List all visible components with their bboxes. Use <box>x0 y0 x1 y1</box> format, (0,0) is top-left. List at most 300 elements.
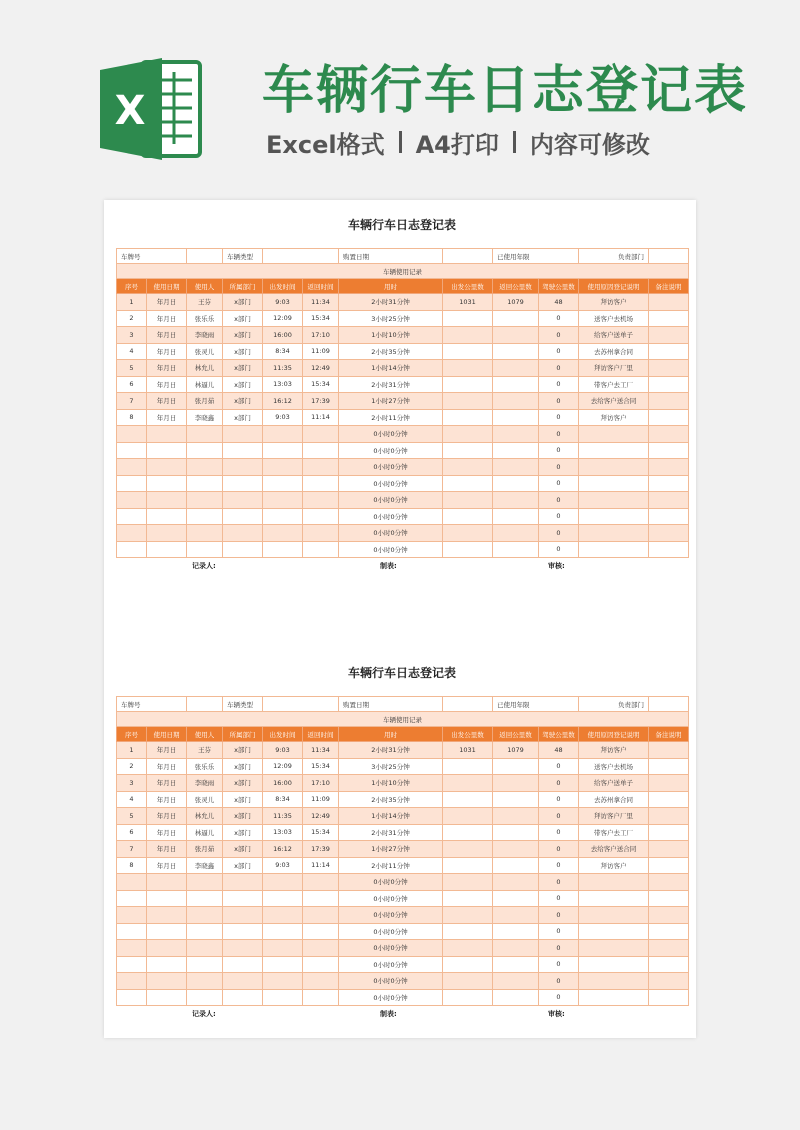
table-cell[interactable]: 11:09 <box>303 343 339 360</box>
table-cell[interactable] <box>187 475 223 492</box>
table-cell[interactable]: 7 <box>117 841 147 858</box>
table-cell[interactable] <box>223 890 263 907</box>
table-cell[interactable] <box>117 956 147 973</box>
table-cell[interactable]: 9:03 <box>263 742 303 759</box>
table-cell[interactable] <box>303 426 339 443</box>
table-cell[interactable]: 1小时27分钟 <box>339 393 443 410</box>
table-cell[interactable]: 拜访客户 <box>579 409 649 426</box>
table-cell[interactable] <box>493 310 539 327</box>
table-cell[interactable]: 15:34 <box>303 310 339 327</box>
table-cell[interactable] <box>147 940 187 957</box>
table-cell[interactable]: 8 <box>117 857 147 874</box>
table-cell[interactable]: 王芬 <box>187 294 223 311</box>
table-cell[interactable] <box>263 973 303 990</box>
table-cell[interactable]: 0 <box>539 442 579 459</box>
table-cell[interactable] <box>579 475 649 492</box>
table-cell[interactable] <box>117 541 147 558</box>
table-cell[interactable] <box>223 459 263 476</box>
table-cell[interactable]: 年月日 <box>147 824 187 841</box>
table-cell[interactable] <box>117 923 147 940</box>
table-cell[interactable] <box>263 874 303 891</box>
table-cell[interactable] <box>493 940 539 957</box>
table-cell[interactable] <box>303 923 339 940</box>
table-cell[interactable] <box>263 940 303 957</box>
table-cell[interactable] <box>443 775 493 792</box>
table-cell[interactable] <box>147 508 187 525</box>
table-cell[interactable] <box>147 890 187 907</box>
table-cell[interactable] <box>579 492 649 509</box>
table-cell[interactable] <box>117 940 147 957</box>
table-cell[interactable]: 2 <box>117 758 147 775</box>
table-cell[interactable]: 1031 <box>443 294 493 311</box>
table-cell[interactable] <box>649 310 689 327</box>
table-cell[interactable]: 0小时0分钟 <box>339 459 443 476</box>
table-cell[interactable]: 11:35 <box>263 808 303 825</box>
table-cell[interactable] <box>303 541 339 558</box>
table-cell[interactable] <box>443 327 493 344</box>
table-cell[interactable] <box>117 475 147 492</box>
table-cell[interactable]: 0小时0分钟 <box>339 442 443 459</box>
responsible-dept-value[interactable] <box>649 249 689 264</box>
table-cell[interactable] <box>649 841 689 858</box>
table-cell[interactable]: 林允儿 <box>187 808 223 825</box>
table-cell[interactable]: 拜访客户厂里 <box>579 808 649 825</box>
table-cell[interactable] <box>649 989 689 1006</box>
table-cell[interactable]: 0 <box>539 393 579 410</box>
table-cell[interactable]: 6 <box>117 376 147 393</box>
table-cell[interactable]: x部门 <box>223 758 263 775</box>
table-cell[interactable] <box>117 989 147 1006</box>
table-cell[interactable]: 17:39 <box>303 841 339 858</box>
table-cell[interactable] <box>579 956 649 973</box>
table-cell[interactable]: 0 <box>539 890 579 907</box>
table-cell[interactable]: 12:09 <box>263 310 303 327</box>
table-cell[interactable]: 0 <box>539 874 579 891</box>
table-cell[interactable] <box>147 973 187 990</box>
table-cell[interactable]: 11:34 <box>303 742 339 759</box>
table-cell[interactable]: 0 <box>539 426 579 443</box>
table-cell[interactable] <box>117 890 147 907</box>
table-cell[interactable]: 年月日 <box>147 360 187 377</box>
table-cell[interactable]: 去给客户送合同 <box>579 393 649 410</box>
table-cell[interactable] <box>579 907 649 924</box>
table-cell[interactable] <box>147 459 187 476</box>
table-cell[interactable] <box>147 475 187 492</box>
table-cell[interactable]: x部门 <box>223 857 263 874</box>
table-cell[interactable]: 0小时0分钟 <box>339 890 443 907</box>
table-cell[interactable]: 0小时0分钟 <box>339 956 443 973</box>
table-cell[interactable] <box>579 541 649 558</box>
table-cell[interactable]: x部门 <box>223 409 263 426</box>
table-cell[interactable]: 李晓鑫 <box>187 857 223 874</box>
table-cell[interactable]: 0 <box>539 475 579 492</box>
table-cell[interactable] <box>263 541 303 558</box>
table-cell[interactable]: 17:10 <box>303 327 339 344</box>
table-cell[interactable]: 3 <box>117 775 147 792</box>
table-cell[interactable]: 48 <box>539 742 579 759</box>
table-cell[interactable]: 拜访客户 <box>579 742 649 759</box>
table-cell[interactable]: 年月日 <box>147 775 187 792</box>
table-cell[interactable]: 拜访客户 <box>579 294 649 311</box>
table-cell[interactable]: x部门 <box>223 841 263 858</box>
purchase-date-value[interactable] <box>443 249 493 264</box>
table-cell[interactable]: 0 <box>539 907 579 924</box>
table-cell[interactable] <box>303 989 339 1006</box>
table-cell[interactable]: 3 <box>117 327 147 344</box>
table-cell[interactable]: 0 <box>539 989 579 1006</box>
table-cell[interactable] <box>223 973 263 990</box>
table-cell[interactable]: 0 <box>539 459 579 476</box>
table-cell[interactable] <box>223 475 263 492</box>
table-cell[interactable]: 16:00 <box>263 775 303 792</box>
table-cell[interactable]: 0小时0分钟 <box>339 525 443 542</box>
table-cell[interactable]: 0 <box>539 360 579 377</box>
table-cell[interactable] <box>579 508 649 525</box>
table-cell[interactable] <box>223 541 263 558</box>
table-cell[interactable] <box>443 409 493 426</box>
table-cell[interactable]: 0 <box>539 343 579 360</box>
table-cell[interactable]: 2小时35分钟 <box>339 343 443 360</box>
table-cell[interactable]: 4 <box>117 791 147 808</box>
table-cell[interactable] <box>493 841 539 858</box>
table-cell[interactable]: 0小时0分钟 <box>339 989 443 1006</box>
vehicle-type-value[interactable] <box>263 697 339 712</box>
table-cell[interactable] <box>493 360 539 377</box>
table-cell[interactable] <box>303 890 339 907</box>
table-cell[interactable] <box>187 426 223 443</box>
table-cell[interactable] <box>263 890 303 907</box>
table-cell[interactable]: 1079 <box>493 294 539 311</box>
table-cell[interactable]: 年月日 <box>147 742 187 759</box>
table-cell[interactable] <box>649 890 689 907</box>
table-cell[interactable] <box>187 973 223 990</box>
table-cell[interactable] <box>493 874 539 891</box>
table-cell[interactable]: 0 <box>539 409 579 426</box>
table-cell[interactable] <box>649 907 689 924</box>
table-cell[interactable] <box>579 442 649 459</box>
table-cell[interactable] <box>223 492 263 509</box>
table-cell[interactable]: 4 <box>117 343 147 360</box>
table-cell[interactable] <box>493 459 539 476</box>
table-cell[interactable]: x部门 <box>223 824 263 841</box>
table-cell[interactable] <box>147 492 187 509</box>
table-cell[interactable]: 带客户去工厂 <box>579 824 649 841</box>
plate-value[interactable] <box>187 249 223 264</box>
table-cell[interactable] <box>187 923 223 940</box>
table-cell[interactable]: 0小时0分钟 <box>339 973 443 990</box>
table-cell[interactable]: 2 <box>117 310 147 327</box>
table-cell[interactable] <box>649 525 689 542</box>
table-cell[interactable] <box>649 742 689 759</box>
table-cell[interactable] <box>147 874 187 891</box>
table-cell[interactable]: 0小时0分钟 <box>339 426 443 443</box>
table-cell[interactable]: 给客户送单子 <box>579 775 649 792</box>
table-cell[interactable]: 0小时0分钟 <box>339 475 443 492</box>
table-cell[interactable]: 去给客户送合同 <box>579 841 649 858</box>
table-cell[interactable] <box>303 907 339 924</box>
table-cell[interactable] <box>443 376 493 393</box>
table-cell[interactable]: 年月日 <box>147 857 187 874</box>
table-cell[interactable]: 0 <box>539 758 579 775</box>
table-cell[interactable]: 1031 <box>443 742 493 759</box>
table-cell[interactable] <box>223 508 263 525</box>
table-cell[interactable] <box>493 956 539 973</box>
table-cell[interactable]: 5 <box>117 360 147 377</box>
table-cell[interactable]: 王芬 <box>187 742 223 759</box>
purchase-date-value[interactable] <box>443 697 493 712</box>
table-cell[interactable] <box>443 989 493 1006</box>
table-cell[interactable] <box>493 508 539 525</box>
table-cell[interactable] <box>493 758 539 775</box>
table-cell[interactable] <box>443 525 493 542</box>
table-cell[interactable]: 0小时0分钟 <box>339 907 443 924</box>
table-cell[interactable]: 2小时31分钟 <box>339 824 443 841</box>
table-cell[interactable] <box>493 824 539 841</box>
table-cell[interactable]: 1小时10分钟 <box>339 775 443 792</box>
table-cell[interactable]: 12:49 <box>303 808 339 825</box>
table-cell[interactable] <box>263 956 303 973</box>
table-cell[interactable] <box>579 923 649 940</box>
table-cell[interactable]: 8:34 <box>263 343 303 360</box>
table-cell[interactable] <box>223 907 263 924</box>
table-cell[interactable] <box>187 890 223 907</box>
table-cell[interactable] <box>649 393 689 410</box>
table-cell[interactable] <box>579 525 649 542</box>
table-cell[interactable] <box>187 492 223 509</box>
table-cell[interactable] <box>263 459 303 476</box>
table-cell[interactable]: 0小时0分钟 <box>339 508 443 525</box>
table-cell[interactable] <box>303 874 339 891</box>
table-cell[interactable]: 0 <box>539 940 579 957</box>
table-cell[interactable] <box>443 907 493 924</box>
table-cell[interactable]: 13:03 <box>263 376 303 393</box>
table-cell[interactable] <box>649 442 689 459</box>
table-cell[interactable]: 12:09 <box>263 758 303 775</box>
table-cell[interactable]: 年月日 <box>147 343 187 360</box>
table-cell[interactable] <box>649 857 689 874</box>
table-cell[interactable]: 送客户去机场 <box>579 310 649 327</box>
table-cell[interactable] <box>649 459 689 476</box>
table-cell[interactable]: 1小时14分钟 <box>339 360 443 377</box>
table-cell[interactable] <box>493 808 539 825</box>
table-cell[interactable] <box>303 475 339 492</box>
table-cell[interactable]: 年月日 <box>147 808 187 825</box>
table-cell[interactable]: 给客户送单子 <box>579 327 649 344</box>
table-cell[interactable] <box>147 541 187 558</box>
table-cell[interactable] <box>649 874 689 891</box>
table-cell[interactable] <box>649 426 689 443</box>
table-cell[interactable] <box>187 525 223 542</box>
table-cell[interactable] <box>443 874 493 891</box>
table-cell[interactable]: 3小时25分钟 <box>339 310 443 327</box>
table-cell[interactable]: 李晓雨 <box>187 775 223 792</box>
table-cell[interactable]: 0 <box>539 841 579 858</box>
table-cell[interactable]: 8:34 <box>263 791 303 808</box>
table-cell[interactable] <box>117 874 147 891</box>
table-cell[interactable]: 0 <box>539 327 579 344</box>
table-cell[interactable]: 去苏州拿合同 <box>579 791 649 808</box>
table-cell[interactable] <box>649 973 689 990</box>
table-cell[interactable] <box>187 459 223 476</box>
table-cell[interactable] <box>303 508 339 525</box>
table-cell[interactable]: 拜访客户 <box>579 857 649 874</box>
table-cell[interactable]: 1079 <box>493 742 539 759</box>
table-cell[interactable] <box>147 956 187 973</box>
table-cell[interactable] <box>223 442 263 459</box>
table-cell[interactable]: 1小时14分钟 <box>339 808 443 825</box>
table-cell[interactable] <box>649 475 689 492</box>
table-cell[interactable]: 3小时25分钟 <box>339 758 443 775</box>
table-cell[interactable]: 12:49 <box>303 360 339 377</box>
table-cell[interactable]: 11:09 <box>303 791 339 808</box>
table-cell[interactable]: 年月日 <box>147 310 187 327</box>
table-cell[interactable] <box>579 973 649 990</box>
table-cell[interactable]: 林逼儿 <box>187 824 223 841</box>
table-cell[interactable] <box>117 525 147 542</box>
table-cell[interactable] <box>649 376 689 393</box>
table-cell[interactable] <box>493 791 539 808</box>
table-cell[interactable] <box>493 327 539 344</box>
table-cell[interactable] <box>443 426 493 443</box>
table-cell[interactable] <box>649 824 689 841</box>
table-cell[interactable] <box>223 956 263 973</box>
table-cell[interactable]: 2小时31分钟 <box>339 376 443 393</box>
table-cell[interactable] <box>443 758 493 775</box>
table-cell[interactable] <box>187 541 223 558</box>
table-cell[interactable]: 0 <box>539 857 579 874</box>
table-cell[interactable] <box>117 459 147 476</box>
table-cell[interactable]: 0小时0分钟 <box>339 940 443 957</box>
table-cell[interactable] <box>303 956 339 973</box>
table-cell[interactable]: 8 <box>117 409 147 426</box>
table-cell[interactable]: 11:14 <box>303 857 339 874</box>
table-cell[interactable]: 2小时11分钟 <box>339 857 443 874</box>
table-cell[interactable] <box>443 973 493 990</box>
table-cell[interactable] <box>117 492 147 509</box>
table-cell[interactable]: 0 <box>539 824 579 841</box>
table-cell[interactable]: 张月茹 <box>187 841 223 858</box>
table-cell[interactable]: 16:12 <box>263 393 303 410</box>
table-cell[interactable]: x部门 <box>223 376 263 393</box>
table-cell[interactable]: 17:39 <box>303 393 339 410</box>
table-cell[interactable] <box>649 343 689 360</box>
table-cell[interactable] <box>117 973 147 990</box>
table-cell[interactable]: 年月日 <box>147 327 187 344</box>
table-cell[interactable] <box>649 775 689 792</box>
table-cell[interactable] <box>443 808 493 825</box>
table-cell[interactable]: 0小时0分钟 <box>339 874 443 891</box>
table-cell[interactable] <box>443 824 493 841</box>
table-cell[interactable]: 年月日 <box>147 376 187 393</box>
table-cell[interactable]: 年月日 <box>147 758 187 775</box>
table-cell[interactable]: 年月日 <box>147 294 187 311</box>
table-cell[interactable] <box>493 989 539 1006</box>
table-cell[interactable] <box>579 426 649 443</box>
table-cell[interactable] <box>263 426 303 443</box>
table-cell[interactable] <box>649 360 689 377</box>
table-cell[interactable] <box>443 343 493 360</box>
table-cell[interactable] <box>223 989 263 1006</box>
table-cell[interactable]: 张月茹 <box>187 393 223 410</box>
table-cell[interactable] <box>117 426 147 443</box>
table-cell[interactable] <box>443 492 493 509</box>
table-cell[interactable] <box>147 989 187 1006</box>
table-cell[interactable] <box>493 492 539 509</box>
table-cell[interactable] <box>493 475 539 492</box>
table-cell[interactable] <box>187 442 223 459</box>
table-cell[interactable] <box>263 508 303 525</box>
table-cell[interactable]: 1小时10分钟 <box>339 327 443 344</box>
table-cell[interactable]: 0 <box>539 956 579 973</box>
table-cell[interactable]: 送客户去机场 <box>579 758 649 775</box>
table-cell[interactable]: 0 <box>539 310 579 327</box>
table-cell[interactable] <box>493 541 539 558</box>
table-cell[interactable]: 带客户去工厂 <box>579 376 649 393</box>
table-cell[interactable]: 0 <box>539 508 579 525</box>
table-cell[interactable]: 张灵儿 <box>187 343 223 360</box>
table-cell[interactable]: 11:14 <box>303 409 339 426</box>
table-cell[interactable] <box>649 541 689 558</box>
table-cell[interactable]: 13:03 <box>263 824 303 841</box>
table-cell[interactable] <box>263 492 303 509</box>
table-cell[interactable] <box>147 923 187 940</box>
table-cell[interactable] <box>443 841 493 858</box>
table-cell[interactable] <box>649 492 689 509</box>
table-cell[interactable]: 15:34 <box>303 376 339 393</box>
table-cell[interactable]: 1 <box>117 742 147 759</box>
table-cell[interactable]: 16:12 <box>263 841 303 858</box>
table-cell[interactable]: 1小时27分钟 <box>339 841 443 858</box>
table-cell[interactable]: 0 <box>539 973 579 990</box>
table-cell[interactable]: 17:10 <box>303 775 339 792</box>
table-cell[interactable] <box>223 874 263 891</box>
table-cell[interactable] <box>443 923 493 940</box>
table-cell[interactable]: 0小时0分钟 <box>339 492 443 509</box>
table-cell[interactable] <box>493 973 539 990</box>
table-cell[interactable] <box>303 525 339 542</box>
table-cell[interactable] <box>303 442 339 459</box>
table-cell[interactable]: 9:03 <box>263 857 303 874</box>
table-cell[interactable]: 年月日 <box>147 409 187 426</box>
table-cell[interactable] <box>649 758 689 775</box>
table-cell[interactable] <box>263 442 303 459</box>
table-cell[interactable] <box>443 508 493 525</box>
table-cell[interactable] <box>493 890 539 907</box>
table-cell[interactable]: x部门 <box>223 742 263 759</box>
table-cell[interactable]: 0 <box>539 525 579 542</box>
table-cell[interactable]: x部门 <box>223 294 263 311</box>
table-cell[interactable] <box>263 989 303 1006</box>
table-cell[interactable]: 0 <box>539 808 579 825</box>
table-cell[interactable]: 7 <box>117 393 147 410</box>
table-cell[interactable]: 15:34 <box>303 824 339 841</box>
table-cell[interactable]: x部门 <box>223 791 263 808</box>
table-cell[interactable]: 0 <box>539 492 579 509</box>
table-cell[interactable]: 0 <box>539 791 579 808</box>
table-cell[interactable]: 0 <box>539 923 579 940</box>
table-cell[interactable]: 16:00 <box>263 327 303 344</box>
table-cell[interactable] <box>493 775 539 792</box>
table-cell[interactable] <box>263 525 303 542</box>
table-cell[interactable]: x部门 <box>223 327 263 344</box>
table-cell[interactable] <box>147 907 187 924</box>
table-cell[interactable] <box>493 426 539 443</box>
table-cell[interactable] <box>443 791 493 808</box>
table-cell[interactable] <box>493 907 539 924</box>
table-cell[interactable] <box>187 989 223 1006</box>
table-cell[interactable]: 李晓雨 <box>187 327 223 344</box>
table-cell[interactable] <box>223 426 263 443</box>
